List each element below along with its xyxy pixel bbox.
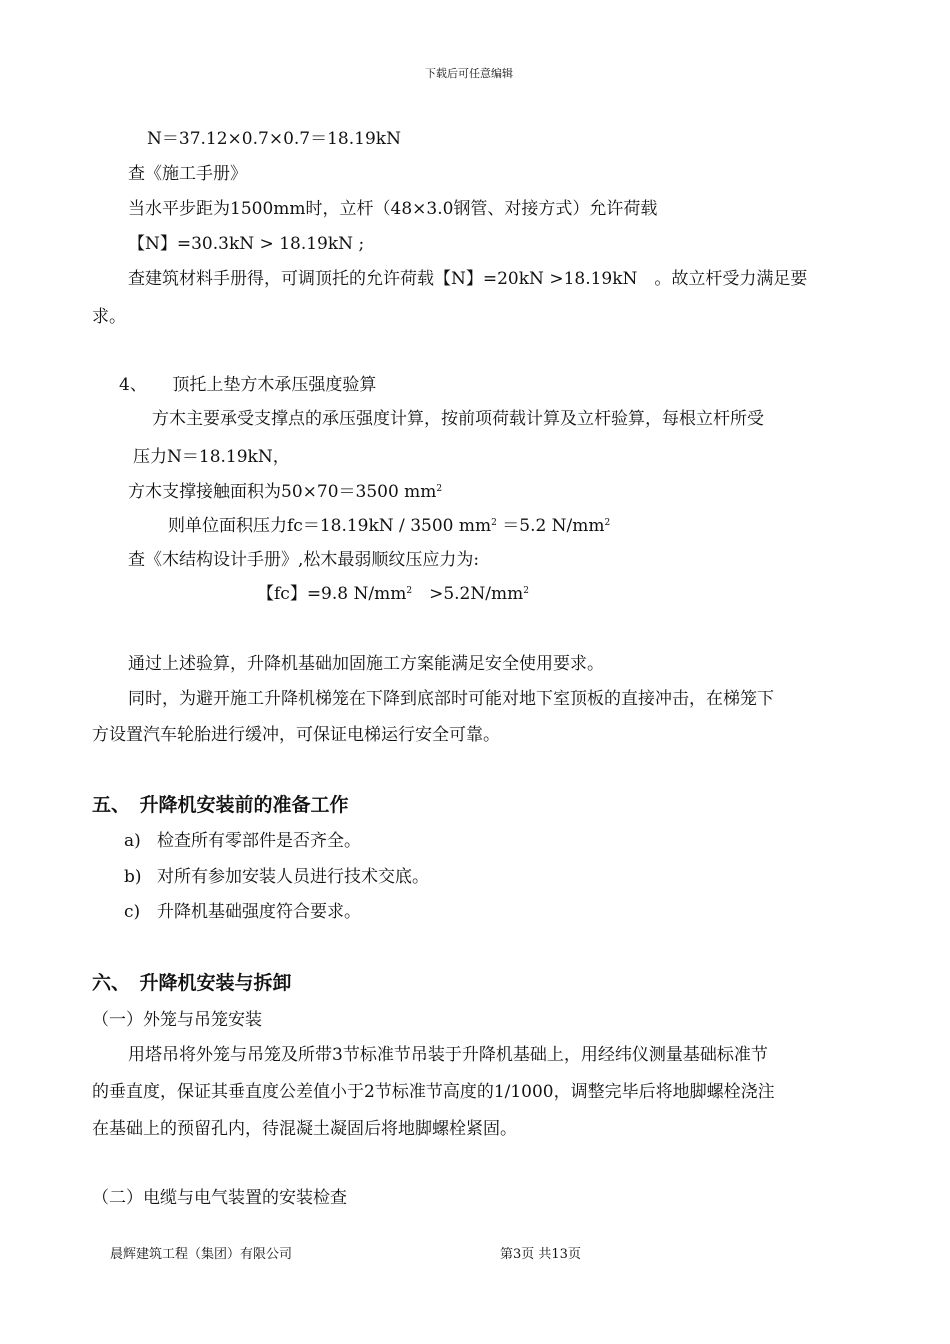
- section4-p2-line1: 同时，为避开施工升降机梯笼在下降到底部时可能对地下室顶板的直接冲击，在梯笼下: [128, 689, 774, 709]
- section6-sub1: （一）外笼与吊笼安装: [92, 1010, 262, 1030]
- unit-pressure: 则单位面积压力fc＝18.19kN / 3500 $mm^2 =5.2$ $N/mm^2$: [168, 516, 611, 536]
- section4-p1-line2: 压力N＝18.19kN，: [133, 447, 290, 467]
- list-item-a-marker: a): [124, 831, 141, 851]
- section6-p-line2: 的垂直度，保证其垂直度公差值小于2节标准节高度的1/1000，调整完毕后将地脚螺栓浇注: [92, 1082, 775, 1102]
- section6-p-line1: 用塔吊将外笼与吊笼及所带3节标准节吊装于升降机基础上，用经纬仪测量基础标准节: [128, 1045, 768, 1065]
- allow-line: 【N】=30.3kN > 18.19kN ;: [128, 234, 365, 254]
- check-handbook: 查《施工手册》: [128, 164, 247, 184]
- list-item-b-marker: b): [124, 867, 142, 887]
- list-item-b: 对所有参加安装人员进行技术交底。: [157, 867, 429, 887]
- list-item-a: 检查所有零部件是否齐全。: [157, 831, 361, 851]
- section4-conclusion: 通过上述验算，升降机基础加固施工方案能满足安全使用要求。: [128, 654, 604, 674]
- footer-page-number: 第3页 共13页: [500, 1247, 581, 1262]
- header-note: 下载后可任意编辑: [425, 67, 513, 80]
- section6-p-line3: 在基础上的预留孔内，待混凝土凝固后将地脚螺栓紧固。: [92, 1119, 517, 1139]
- jack-line-1: 查建筑材料手册得，可调顶托的允许荷载【N】=20kN >18.19kN 。故立杆受力满足要: [128, 269, 808, 289]
- footer-company: 晨辉建筑工程（集团）有限公司: [110, 1247, 293, 1262]
- section4-p1-line1: 方木主要承受支撑点的承压强度计算，按前项荷载计算及立杆验算，每根立杆所受: [152, 409, 764, 429]
- section4-heading: 4、 顶托上垫方木承压强度验算: [119, 375, 377, 395]
- section5-heading: 五、 升降机安装前的准备工作: [92, 794, 349, 816]
- section6-heading: 六、 升降机安装与拆卸: [92, 972, 292, 994]
- list-item-c: 升降机基础强度符合要求。: [157, 902, 361, 922]
- spacing-line: 当水平步距为1500mm时，立杆（48×3.0钢管、对接方式）允许荷载: [128, 199, 658, 219]
- section4-p2-line2: 方设置汽车轮胎进行缓冲，可保证电梯运行安全可靠。: [92, 725, 500, 745]
- section6-sub2: （二）电缆与电气装置的安装检查: [92, 1188, 347, 1208]
- jack-line-2: 求。: [92, 307, 126, 327]
- contact-area: 方木支撑接触面积为50×70＝3500 $mm^2$: [128, 482, 443, 502]
- wood-check: 查《木结构设计手册》,松木最弱顺纹压应力为:: [128, 550, 480, 570]
- n-formula: N＝37.12×0.7×0.7＝18.19kN: [147, 129, 401, 149]
- fc-compare: 【fc】=9.8 $N/mm^2$ $>5.2N/mm^2$: [257, 584, 529, 604]
- list-item-c-marker: c): [124, 902, 141, 922]
